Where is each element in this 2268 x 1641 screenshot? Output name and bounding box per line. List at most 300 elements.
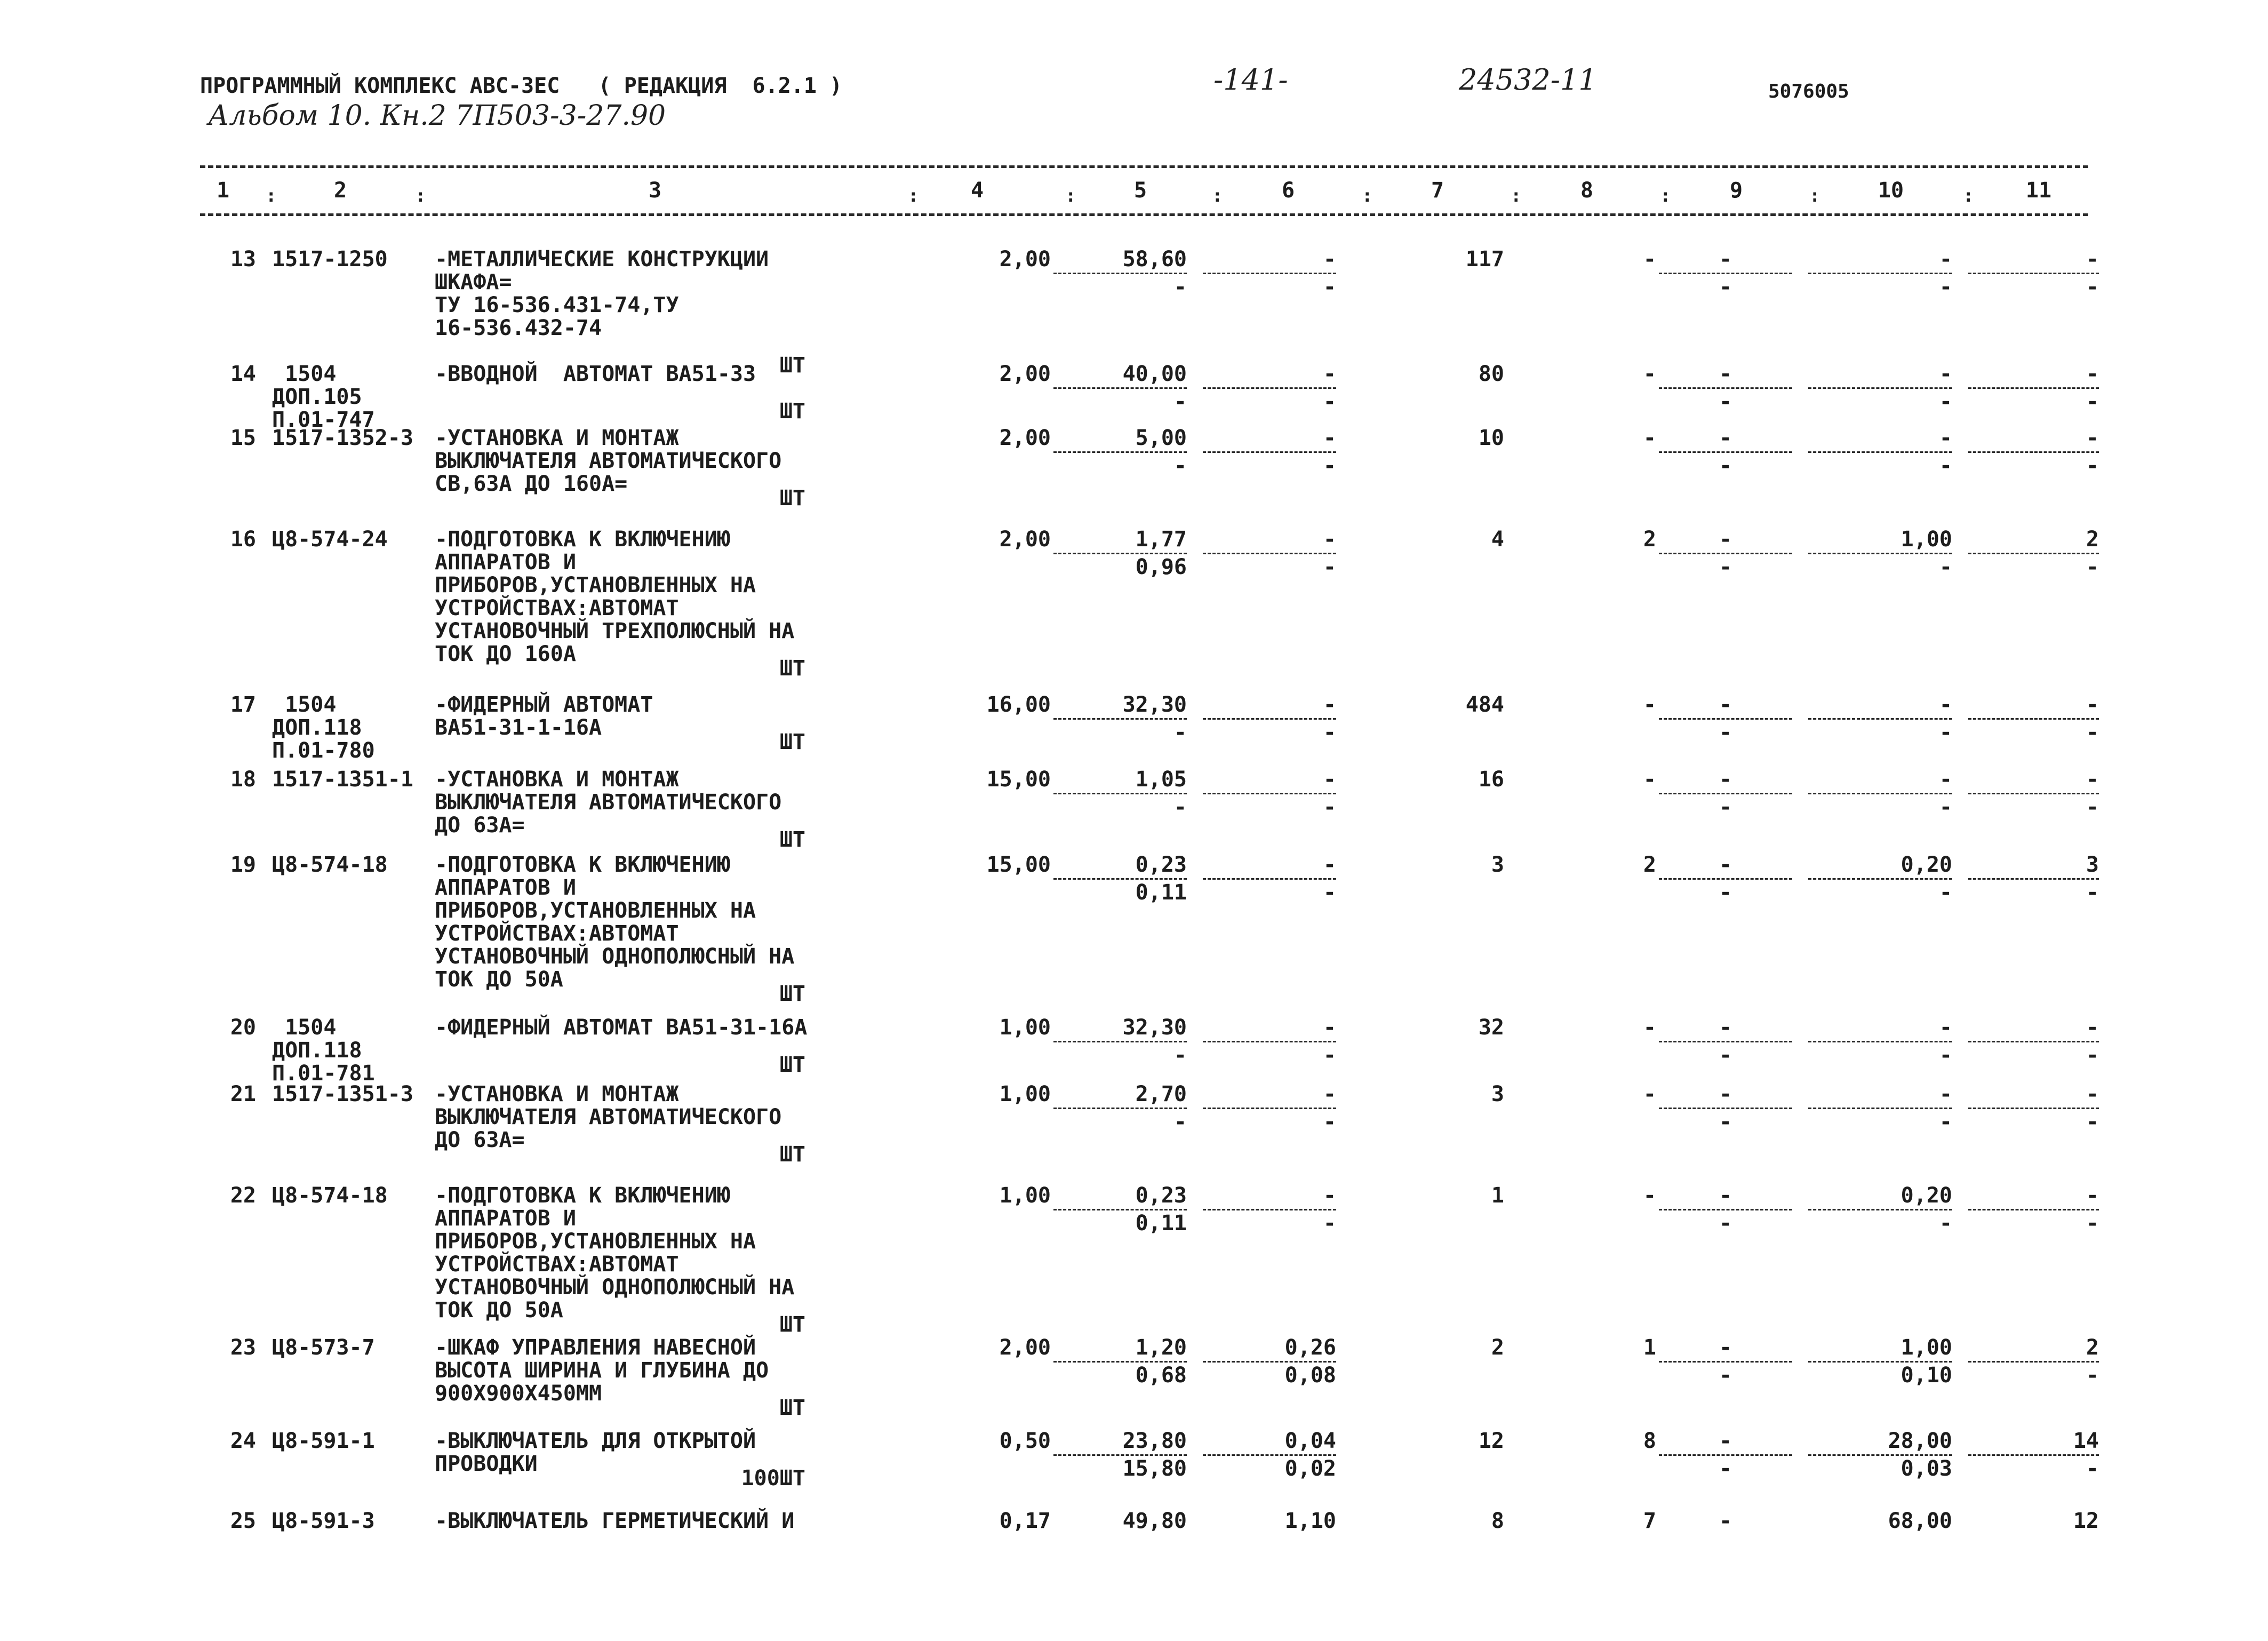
value-c9: [1659, 1336, 1792, 1387]
cost-value: -: [2086, 692, 2099, 717]
cost-value: -: [1719, 1335, 1732, 1360]
total-wages: -: [1643, 1015, 1656, 1040]
quantity: 2,00: [999, 362, 1051, 386]
wage-share-value: -: [1659, 1361, 1792, 1387]
wage-share-value: -: [1053, 1108, 1187, 1134]
cost-value: -: [1323, 247, 1336, 272]
value-c5: [1053, 768, 1187, 819]
value-c5: [1053, 1016, 1187, 1067]
quantity: 2,00: [999, 1335, 1051, 1360]
total-cost: 3: [1491, 853, 1504, 877]
column-separator: :: [266, 185, 277, 206]
unit-of-measure: ШТ: [779, 827, 805, 852]
value-c9: [1659, 1184, 1792, 1235]
wage-share-value: -: [1659, 273, 1792, 299]
quantity: 1,00: [999, 1082, 1051, 1106]
total-cost: 4: [1491, 527, 1504, 552]
resource-code: Ц8-591-1: [272, 1429, 375, 1453]
wage-share-value: -: [1053, 451, 1187, 477]
total-cost: 1: [1491, 1183, 1504, 1208]
wage-share-value: -: [1053, 387, 1187, 413]
cost-value: -: [1719, 527, 1732, 552]
quantity: 2,00: [999, 426, 1051, 450]
column-separator: :: [1362, 185, 1373, 206]
album-reference: Альбом 10. Кн.2 7П503-3-27.90: [208, 100, 666, 132]
total-cost: 12: [1478, 1429, 1504, 1453]
value-c6: [1203, 1430, 1336, 1480]
value-c9: [1659, 1083, 1792, 1134]
cost-value: 2,70: [1135, 1082, 1187, 1106]
column-header: 9: [1729, 178, 1743, 203]
cost-value: -: [2086, 1183, 2099, 1208]
wage-share-value: -: [1808, 273, 1952, 299]
wage-share-value: -: [1203, 451, 1336, 477]
cost-value: -: [1323, 426, 1336, 450]
value-c11: [1968, 768, 2099, 819]
value-c10: [1808, 1184, 1952, 1235]
value-c10: [1808, 854, 1952, 904]
wage-share-value: -: [1968, 451, 2099, 477]
quantity: 1,00: [999, 1183, 1051, 1208]
value-c6: [1203, 854, 1336, 904]
resource-code: 1517-1352-3: [272, 426, 413, 450]
work-description: -ШКАФ УПРАВЛЕНИЯ НАВЕСНОЙ ВЫСОТА ШИРИНА И ГЛУБИНА ДО 900Х900Х450ММ: [435, 1335, 769, 1406]
cost-value: 0,04: [1284, 1429, 1336, 1453]
value-c10: [1808, 1336, 1952, 1387]
value-c6: [1203, 363, 1336, 413]
total-cost: 8: [1491, 1509, 1504, 1533]
value-c11: [1968, 363, 2099, 413]
value-c9: [1659, 1430, 1792, 1480]
column-separator: :: [1963, 185, 1974, 206]
total-wages: -: [1643, 362, 1656, 386]
cost-value: 23,80: [1122, 1429, 1187, 1453]
wage-share-value: 0,10: [1808, 1361, 1952, 1387]
column-separator: :: [1660, 185, 1671, 206]
work-description: -ВЫКЛЮЧАТЕЛЬ ГЕРМЕТИЧЕСКИЙ И: [435, 1509, 795, 1533]
quantity: 16,00: [986, 692, 1051, 717]
quantity: 15,00: [986, 853, 1051, 877]
cost-value: 58,60: [1122, 247, 1187, 272]
wage-share-value: -: [1203, 1041, 1336, 1067]
cost-value: -: [1939, 1082, 1952, 1106]
value-c10: [1808, 363, 1952, 413]
wage-share-value: -: [1659, 1108, 1792, 1134]
wage-share-value: -: [1659, 1454, 1792, 1480]
wage-share-value: 0,11: [1053, 1209, 1187, 1235]
wage-share-value: -: [1968, 878, 2099, 904]
wage-share-value: -: [1968, 793, 2099, 819]
total-wages: -: [1643, 1183, 1656, 1208]
wage-share-value: -: [1968, 1041, 2099, 1067]
value-c9: [1659, 427, 1792, 477]
wage-share-value: -: [1203, 387, 1336, 413]
value-c10: [1808, 1083, 1952, 1134]
cost-value: 5,00: [1135, 426, 1187, 450]
quantity: 15,00: [986, 767, 1051, 792]
cost-value: -: [1939, 692, 1952, 717]
cost-value: -: [1323, 527, 1336, 552]
cost-value: -: [1719, 247, 1732, 272]
cost-value: -: [1719, 1429, 1732, 1453]
quantity: 0,17: [999, 1509, 1051, 1533]
wage-share-value: -: [1203, 1108, 1336, 1134]
column-header: 2: [333, 178, 347, 203]
value-c6: [1203, 1510, 1336, 1533]
value-c9: [1659, 528, 1792, 579]
work-description: -ПОДГОТОВКА К ВКЛЮЧЕНИЮ АППАРАТОВ И ПРИБОРОВ,УСТАНОВЛЕННЫХ НА УСТРОЙСТВАХ:АВТОМАТ УСТАНОВОЧНЫЙ ТРЕХПОЛЮСНЫЙ НА ТОК ДО 160А: [435, 527, 795, 666]
header-bottom-rule: [200, 213, 2088, 216]
cost-value: 1,05: [1135, 767, 1187, 792]
value-c6: [1203, 1336, 1336, 1387]
cost-value: 0,23: [1135, 853, 1187, 877]
quantity: 0,50: [999, 1429, 1051, 1453]
cost-value: -: [2086, 247, 2099, 272]
total-cost: 2: [1491, 1335, 1504, 1360]
cost-value: -: [1323, 692, 1336, 717]
unit-of-measure: ШТ: [779, 730, 805, 754]
wage-share-value: -: [1659, 1209, 1792, 1235]
document-code: 5076005: [1768, 81, 1849, 102]
row-number: 20: [230, 1015, 256, 1040]
wage-share-value: -: [1968, 273, 2099, 299]
cost-value: -: [1323, 767, 1336, 792]
work-description: -УСТАНОВКА И МОНТАЖ ВЫКЛЮЧАТЕЛЯ АВТОМАТИЧЕСКОГО ДО 63А=: [435, 767, 782, 838]
total-cost: 484: [1465, 692, 1504, 717]
cost-value: -: [2086, 767, 2099, 792]
unit-of-measure: ШТ: [779, 353, 805, 378]
cost-value: -: [1719, 1509, 1732, 1533]
value-c5: [1053, 363, 1187, 413]
value-c9: [1659, 248, 1792, 299]
cost-value: 1,77: [1135, 527, 1187, 552]
value-c5: [1053, 1184, 1187, 1235]
total-cost: 80: [1478, 362, 1504, 386]
wage-share-value: -: [1203, 793, 1336, 819]
cost-value: -: [1939, 767, 1952, 792]
total-cost: 3: [1491, 1082, 1504, 1106]
wage-share-value: -: [1808, 387, 1952, 413]
wage-share-value: 0,96: [1053, 553, 1187, 579]
total-wages: -: [1643, 767, 1656, 792]
value-c9: [1659, 363, 1792, 413]
cost-value: -: [2086, 426, 2099, 450]
value-c10: [1808, 1016, 1952, 1067]
cost-value: -: [1323, 853, 1336, 877]
wage-share-value: -: [1968, 1209, 2099, 1235]
wage-share-value: -: [1659, 451, 1792, 477]
wage-share-value: -: [1203, 1209, 1336, 1235]
unit-of-measure: ШТ: [779, 1396, 805, 1420]
cost-value: -: [1719, 767, 1732, 792]
column-header: 11: [2025, 178, 2052, 203]
value-c10: [1808, 1430, 1952, 1480]
unit-of-measure: ШТ: [779, 486, 805, 511]
row-number: 19: [230, 853, 256, 877]
column-separator: :: [1065, 185, 1076, 206]
wage-share-value: -: [1053, 273, 1187, 299]
value-c5: [1053, 1083, 1187, 1134]
wage-share-value: -: [1203, 553, 1336, 579]
total-wages: 7: [1643, 1509, 1656, 1533]
wage-share-value: -: [1659, 793, 1792, 819]
value-c9: [1659, 1016, 1792, 1067]
work-description: -УСТАНОВКА И МОНТАЖ ВЫКЛЮЧАТЕЛЯ АВТОМАТИЧЕСКОГО СВ,63А ДО 160А=: [435, 426, 782, 496]
cost-value: -: [1719, 1015, 1732, 1040]
cost-value: -: [1939, 362, 1952, 386]
cost-value: -: [1939, 247, 1952, 272]
work-description: -ФИДЕРНЫЙ АВТОМАТ ВА51-31-1-16А: [435, 692, 653, 740]
column-header: 8: [1580, 178, 1594, 203]
value-c5: [1053, 528, 1187, 579]
cost-value: 12: [2073, 1509, 2099, 1533]
wage-share-value: -: [1808, 793, 1952, 819]
value-c11: [1968, 1336, 2099, 1387]
unit-of-measure: 100ШТ: [741, 1466, 805, 1491]
value-c6: [1203, 1016, 1336, 1067]
resource-code: 1517-1250: [272, 247, 388, 272]
unit-of-measure: ШТ: [779, 1142, 805, 1167]
value-c11: [1968, 1016, 2099, 1067]
work-description: -ПОДГОТОВКА К ВКЛЮЧЕНИЮ АППАРАТОВ И ПРИБОРОВ,УСТАНОВЛЕННЫХ НА УСТРОЙСТВАХ:АВТОМАТ УСТАНОВОЧНЫЙ ОДНОПОЛЮСНЫЙ НА ТОК ДО 50А: [435, 853, 795, 992]
wage-share-value: -: [1808, 553, 1952, 579]
resource-code: 1504 ДОП.105 П.01-747: [272, 362, 375, 432]
cost-value: 28,00: [1888, 1429, 1952, 1453]
total-wages: 2: [1643, 527, 1656, 552]
cost-value: -: [1939, 426, 1952, 450]
total-wages: -: [1643, 1082, 1656, 1106]
value-c5: [1053, 427, 1187, 477]
wage-share-value: -: [1968, 553, 2099, 579]
work-description: -УСТАНОВКА И МОНТАЖ ВЫКЛЮЧАТЕЛЯ АВТОМАТИЧЕСКОГО ДО 63А=: [435, 1082, 782, 1152]
cost-value: -: [2086, 1082, 2099, 1106]
resource-code: Ц8-574-24: [272, 527, 388, 552]
value-c11: [1968, 1083, 2099, 1134]
unit-of-measure: ШТ: [779, 399, 805, 424]
work-description: -ВЫКЛЮЧАТЕЛЬ ДЛЯ ОТКРЫТОЙ ПРОВОДКИ: [435, 1429, 756, 1476]
cost-value: -: [1323, 1082, 1336, 1106]
column-header: 1: [216, 178, 230, 203]
resource-code: Ц8-574-18: [272, 853, 388, 877]
wage-share-value: -: [1053, 1041, 1187, 1067]
resource-code: Ц8-574-18: [272, 1183, 388, 1208]
column-header: 4: [970, 178, 984, 203]
cost-value: 1,00: [1900, 1335, 1952, 1360]
cost-value: 32,30: [1122, 1015, 1187, 1040]
value-c10: [1808, 248, 1952, 299]
row-number: 17: [230, 692, 256, 717]
unit-of-measure: ШТ: [779, 1053, 805, 1077]
wage-share-value: -: [1968, 387, 2099, 413]
quantity: 2,00: [999, 247, 1051, 272]
total-cost: 10: [1478, 426, 1504, 450]
work-description: -ПОДГОТОВКА К ВКЛЮЧЕНИЮ АППАРАТОВ И ПРИБОРОВ,УСТАНОВЛЕННЫХ НА УСТРОЙСТВАХ:АВТОМАТ УСТАНОВОЧНЫЙ ОДНОПОЛЮСНЫЙ НА ТОК ДО 50А: [435, 1183, 795, 1323]
value-c11: [1968, 1430, 2099, 1480]
cost-value: -: [1719, 853, 1732, 877]
cost-value: 40,00: [1122, 362, 1187, 386]
value-c11: [1968, 427, 2099, 477]
value-c11: [1968, 854, 2099, 904]
wage-share-value: -: [1968, 1454, 2099, 1480]
row-number: 23: [230, 1335, 256, 1360]
value-c10: [1808, 694, 1952, 744]
value-c6: [1203, 768, 1336, 819]
cost-value: 0,23: [1135, 1183, 1187, 1208]
resource-code: 1504 ДОП.118 П.01-781: [272, 1015, 375, 1086]
wage-share-value: -: [1808, 451, 1952, 477]
cost-value: -: [1719, 692, 1732, 717]
cost-value: 2: [2086, 527, 2099, 552]
resource-code: Ц8-591-3: [272, 1509, 375, 1533]
value-c10: [1808, 528, 1952, 579]
wage-share-value: 0,02: [1203, 1454, 1336, 1480]
row-number: 18: [230, 767, 256, 792]
wage-share-value: -: [1203, 878, 1336, 904]
value-c6: [1203, 528, 1336, 579]
value-c11: [1968, 1510, 2099, 1533]
wage-share-value: -: [1659, 1041, 1792, 1067]
row-number: 22: [230, 1183, 256, 1208]
column-separator: :: [1809, 185, 1820, 206]
cost-value: 0,20: [1900, 853, 1952, 877]
wage-share-value: 0,68: [1053, 1361, 1187, 1387]
total-wages: 1: [1643, 1335, 1656, 1360]
row-number: 14: [230, 362, 256, 386]
column-separator: :: [1511, 185, 1522, 206]
total-cost: 32: [1478, 1015, 1504, 1040]
cost-value: 3: [2086, 853, 2099, 877]
column-header: 5: [1133, 178, 1147, 203]
resource-code: 1504 ДОП.118 П.01-780: [272, 692, 375, 763]
resource-code: 1517-1351-1: [272, 767, 413, 792]
wage-share-value: -: [1203, 273, 1336, 299]
document-number: 24532-11: [1459, 63, 1597, 97]
resource-code: 1517-1351-3: [272, 1082, 413, 1106]
wage-share-value: -: [1659, 387, 1792, 413]
cost-value: -: [1719, 1183, 1732, 1208]
value-c5: [1053, 248, 1187, 299]
value-c10: [1808, 768, 1952, 819]
value-c11: [1968, 528, 2099, 579]
column-separator: :: [415, 185, 426, 206]
value-c10: [1808, 1510, 1952, 1533]
cost-value: 1,20: [1135, 1335, 1187, 1360]
wage-share-value: -: [1968, 1108, 2099, 1134]
wage-share-value: -: [1968, 718, 2099, 744]
resource-code: Ц8-573-7: [272, 1335, 375, 1360]
quantity: 2,00: [999, 527, 1051, 552]
wage-share-value: -: [1053, 718, 1187, 744]
page-number: -141-: [1213, 63, 1288, 97]
cost-value: -: [1939, 1015, 1952, 1040]
value-c9: [1659, 694, 1792, 744]
cost-value: 14: [2073, 1429, 2099, 1453]
column-header: 7: [1431, 178, 1444, 203]
cost-value: -: [1719, 362, 1732, 386]
cost-value: 0,20: [1900, 1183, 1952, 1208]
cost-value: 1,10: [1284, 1509, 1336, 1533]
unit-of-measure: ШТ: [779, 656, 805, 681]
wage-share-value: -: [1203, 718, 1336, 744]
row-number: 13: [230, 247, 256, 272]
value-c6: [1203, 1184, 1336, 1235]
row-number: 25: [230, 1509, 256, 1533]
wage-share-value: 15,80: [1053, 1454, 1187, 1480]
value-c5: [1053, 694, 1187, 744]
value-c11: [1968, 248, 2099, 299]
wage-share-value: 0,08: [1203, 1361, 1336, 1387]
total-wages: 2: [1643, 853, 1656, 877]
cost-value: 49,80: [1122, 1509, 1187, 1533]
cost-value: 32,30: [1122, 692, 1187, 717]
value-c5: [1053, 854, 1187, 904]
wage-share-value: -: [1968, 1361, 2099, 1387]
value-c9: [1659, 1510, 1792, 1533]
value-c9: [1659, 854, 1792, 904]
row-number: 15: [230, 426, 256, 450]
value-c5: [1053, 1510, 1187, 1533]
value-c11: [1968, 1184, 2099, 1235]
column-header: 6: [1281, 178, 1295, 203]
column-separator: :: [908, 185, 919, 206]
total-wages: -: [1643, 692, 1656, 717]
work-description: -МЕТАЛЛИЧЕСКИЕ КОНСТРУКЦИИ ШКАФА= ТУ 16-536.431-74,ТУ 16-536.432-74: [435, 247, 769, 340]
value-c6: [1203, 427, 1336, 477]
wage-share-value: -: [1808, 878, 1952, 904]
cost-value: -: [2086, 1015, 2099, 1040]
value-c6: [1203, 248, 1336, 299]
cost-value: -: [1719, 1082, 1732, 1106]
total-wages: -: [1643, 426, 1656, 450]
work-description: -ФИДЕРНЫЙ АВТОМАТ ВА51-31-16А: [435, 1015, 808, 1040]
wage-share-value: -: [1808, 1209, 1952, 1235]
table-top-rule: [200, 165, 2088, 168]
row-number: 16: [230, 527, 256, 552]
row-number: 24: [230, 1429, 256, 1453]
column-header: 10: [1878, 178, 1904, 203]
wage-share-value: -: [1053, 793, 1187, 819]
cost-value: -: [1323, 362, 1336, 386]
quantity: 1,00: [999, 1015, 1051, 1040]
cost-value: 68,00: [1888, 1509, 1952, 1533]
value-c5: [1053, 1430, 1187, 1480]
program-title: ПРОГРАММНЫЙ КОМПЛЕКС АВС-ЗЕС ( РЕДАКЦИЯ 6.2.1 ): [200, 74, 843, 98]
value-c9: [1659, 768, 1792, 819]
wage-share-value: -: [1659, 878, 1792, 904]
wage-share-value: -: [1659, 553, 1792, 579]
value-c5: [1053, 1336, 1187, 1387]
total-cost: 117: [1465, 247, 1504, 272]
cost-value: 1,00: [1900, 527, 1952, 552]
wage-share-value: 0,03: [1808, 1454, 1952, 1480]
cost-value: 2: [2086, 1335, 2099, 1360]
wage-share-value: 0,11: [1053, 878, 1187, 904]
cost-value: -: [2086, 362, 2099, 386]
cost-value: 0,26: [1284, 1335, 1336, 1360]
value-c11: [1968, 694, 2099, 744]
value-c6: [1203, 1083, 1336, 1134]
wage-share-value: -: [1808, 1108, 1952, 1134]
wage-share-value: -: [1808, 718, 1952, 744]
unit-of-measure: ШТ: [779, 982, 805, 1006]
column-separator: :: [1212, 185, 1223, 206]
cost-value: -: [1323, 1183, 1336, 1208]
cost-value: -: [1323, 1015, 1336, 1040]
value-c10: [1808, 427, 1952, 477]
work-description: -ВВОДНОЙ АВТОМАТ ВА51-33: [435, 362, 756, 386]
total-cost: 16: [1478, 767, 1504, 792]
column-header: 3: [648, 178, 662, 203]
